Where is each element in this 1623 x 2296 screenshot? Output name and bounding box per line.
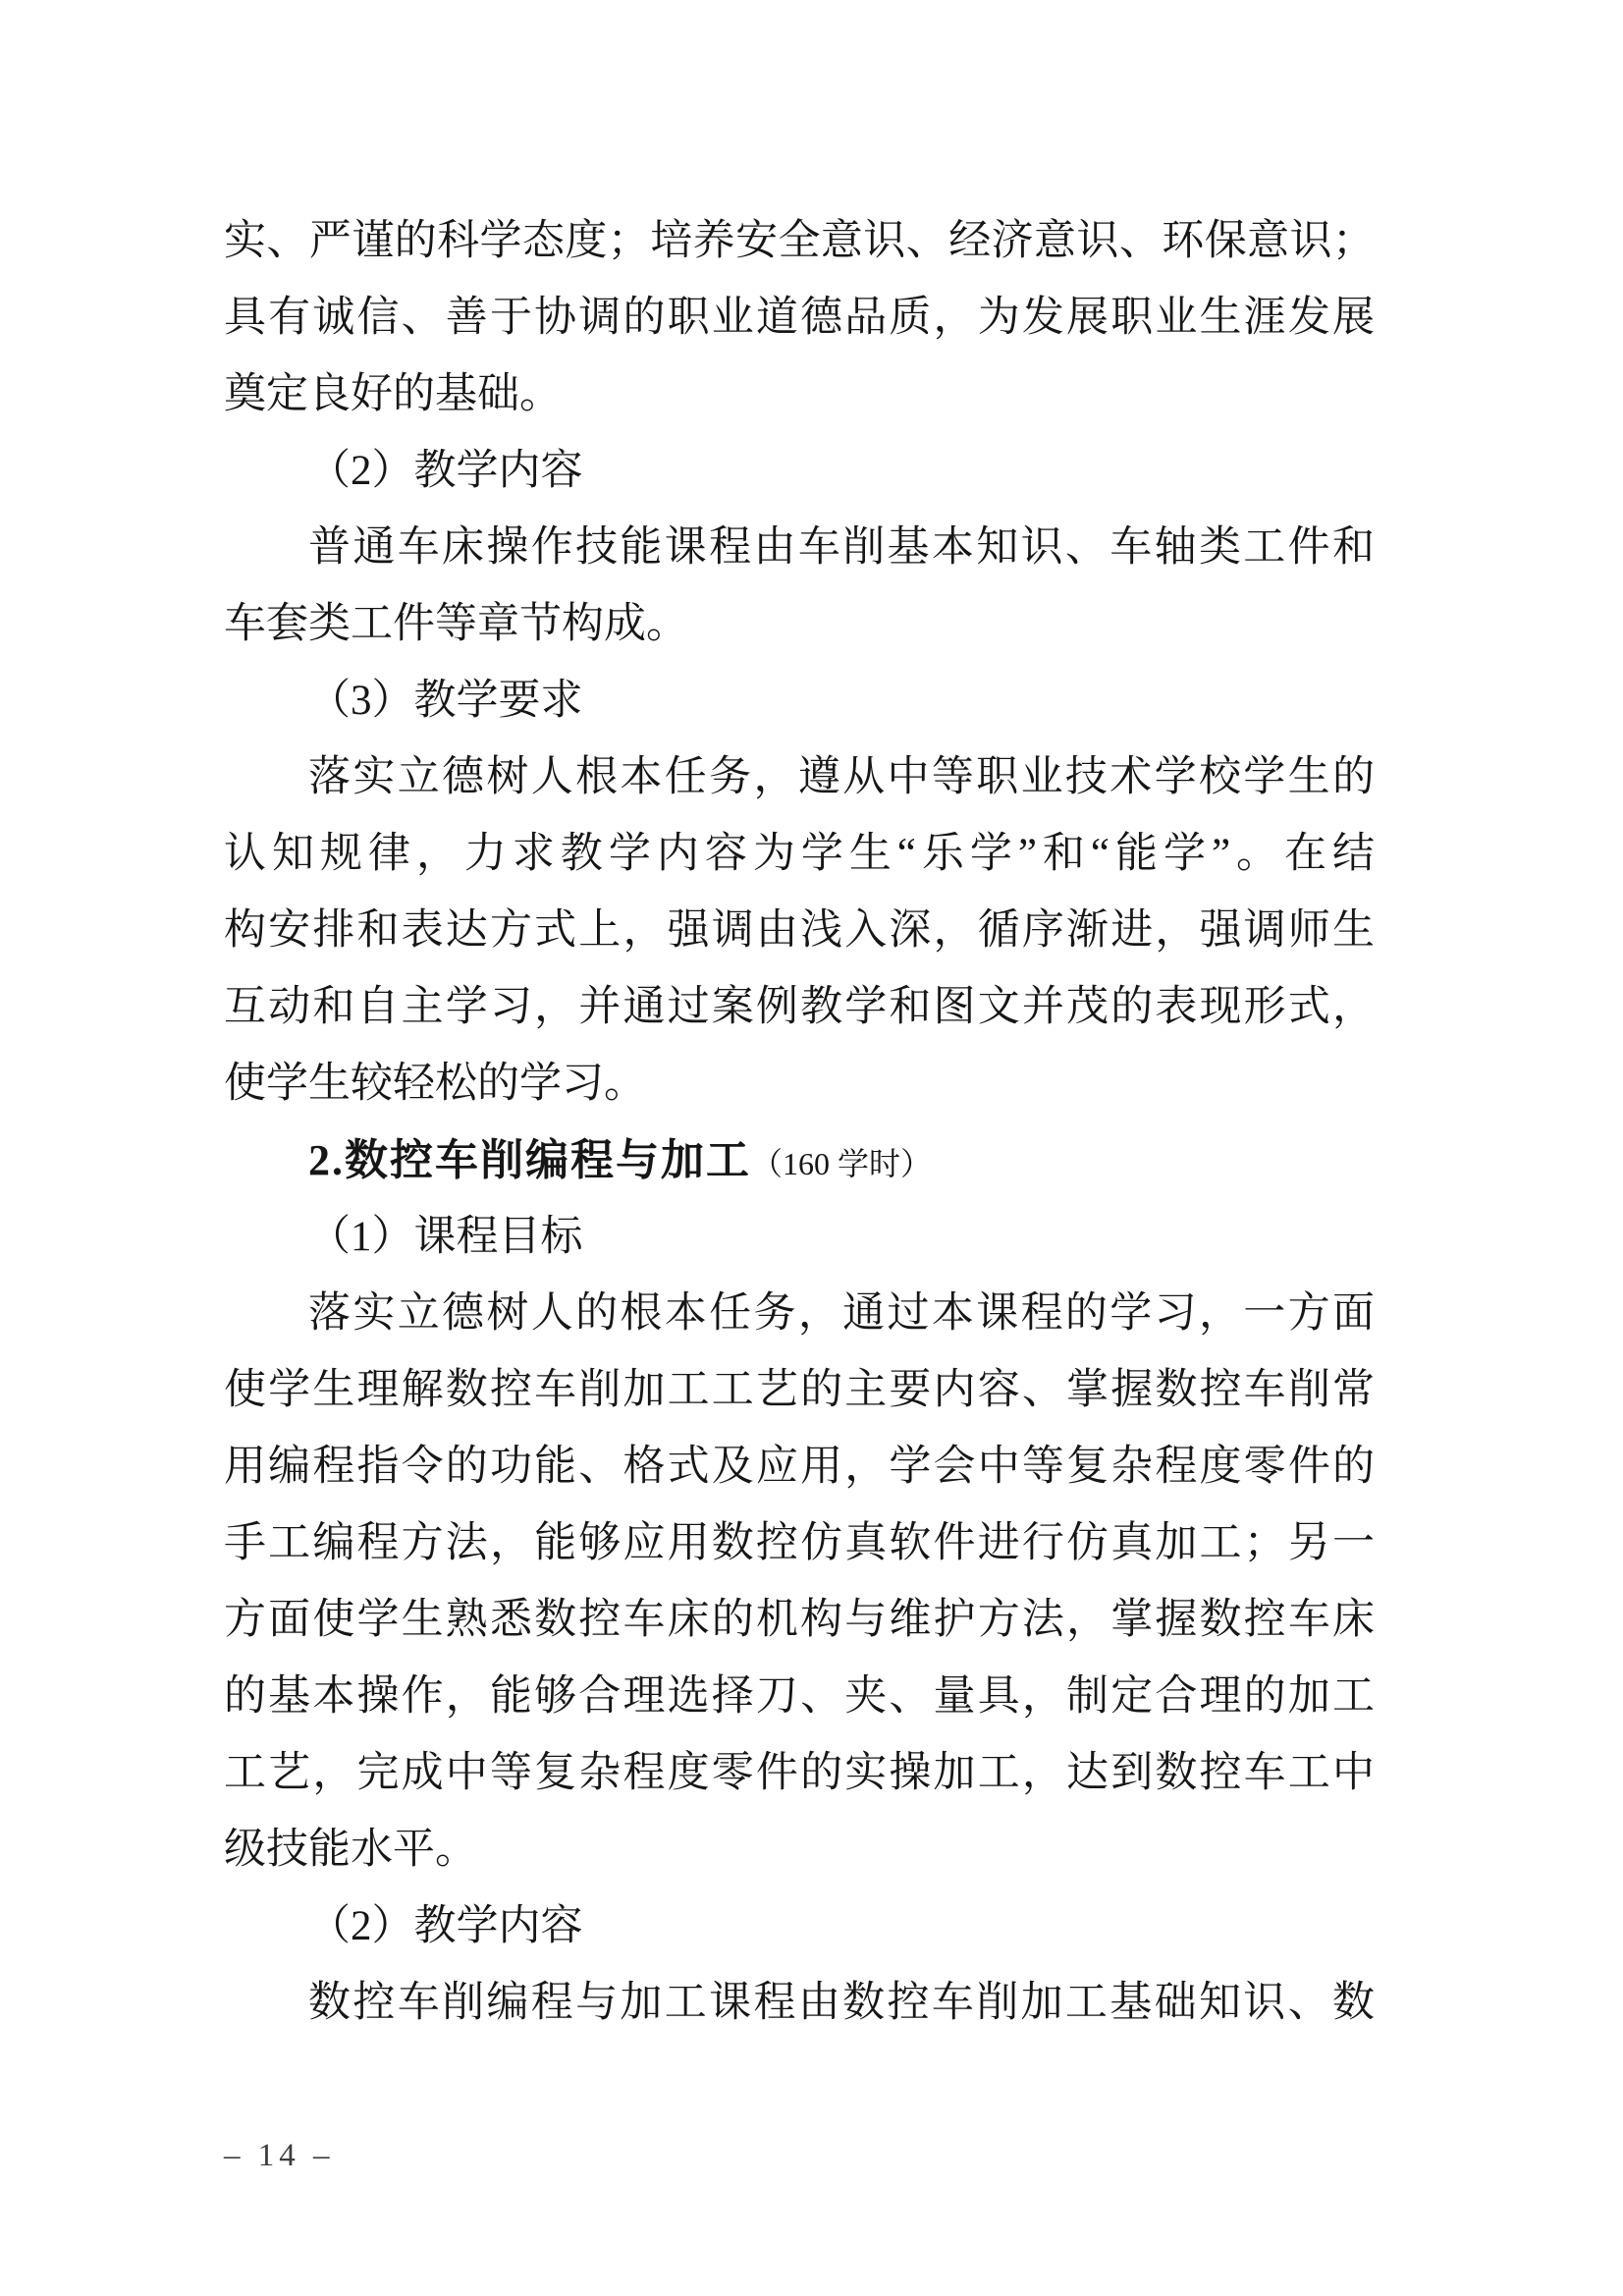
text-line: （2）教学内容 <box>308 1903 583 1949</box>
text-line: 方面使学生熟悉数控车床的机构与维护方法，掌握数控车床 <box>224 1597 1375 1643</box>
section-heading-line <box>224 1122 1375 1199</box>
text-line: （3）教学要求 <box>308 678 583 724</box>
text-line: （1）课程目标 <box>308 1214 583 1260</box>
text-line: 使学生较轻松的学习。 <box>224 1061 646 1107</box>
text-line: 实、严谨的科学态度；培养安全意识、经济意识、环保意识； <box>224 218 1375 264</box>
page-number: – 14 – <box>224 2138 335 2173</box>
text-line: 普通车床操作技能课程由车削基本知识、车轴类工件和 <box>308 524 1375 571</box>
text-line: （2）教学内容 <box>308 448 583 494</box>
text-line: 数控车削编程与加工课程由数控车削加工基础知识、数 <box>308 1980 1375 2026</box>
text-line: 认知规律，力求教学内容为学生“乐学”和“能学”。在结 <box>224 831 1375 877</box>
text-line: 的基本操作，能够合理选择刀、夹、量具，制定合理的加工 <box>224 1673 1375 1720</box>
text-line: 使学生理解数控车削加工工艺的主要内容、掌握数控车削常 <box>224 1367 1375 1413</box>
text-line: 奠定良好的基础。 <box>224 371 562 417</box>
text-line: 级技能水平。 <box>224 1827 477 1873</box>
text-line: 工艺，完成中等复杂程度零件的实操加工，达到数控车工中 <box>224 1750 1375 1796</box>
text-line: 落实立德树人的根本任务，通过本课程的学习，一方面 <box>308 1290 1375 1337</box>
text-line: 用编程指令的功能、格式及应用，学会中等复杂程度零件的 <box>224 1444 1375 1490</box>
section-heading-hours: （160 学时） <box>751 1146 933 1181</box>
text-line: 具有诚信、善于协调的职业道德品质，为发展职业生涯发展 <box>224 295 1375 341</box>
text-line: 互动和自主学习，并通过案例教学和图文并茂的表现形式， <box>224 984 1375 1030</box>
text-line: 车套类工件等章节构成。 <box>224 601 688 647</box>
text-block <box>224 203 1375 2042</box>
text-line: 手工编程方法，能够应用数控仿真软件进行仿真加工；另一 <box>224 1520 1375 1566</box>
section-heading-title: 2.数控车削编程与加工 <box>308 1136 751 1184</box>
text-line: 落实立德树人根本任务，遵从中等职业技术学校学生的 <box>308 754 1375 800</box>
text-line: 构安排和表达方式上，强调由浅入深，循序渐进，强调师生 <box>224 907 1375 954</box>
